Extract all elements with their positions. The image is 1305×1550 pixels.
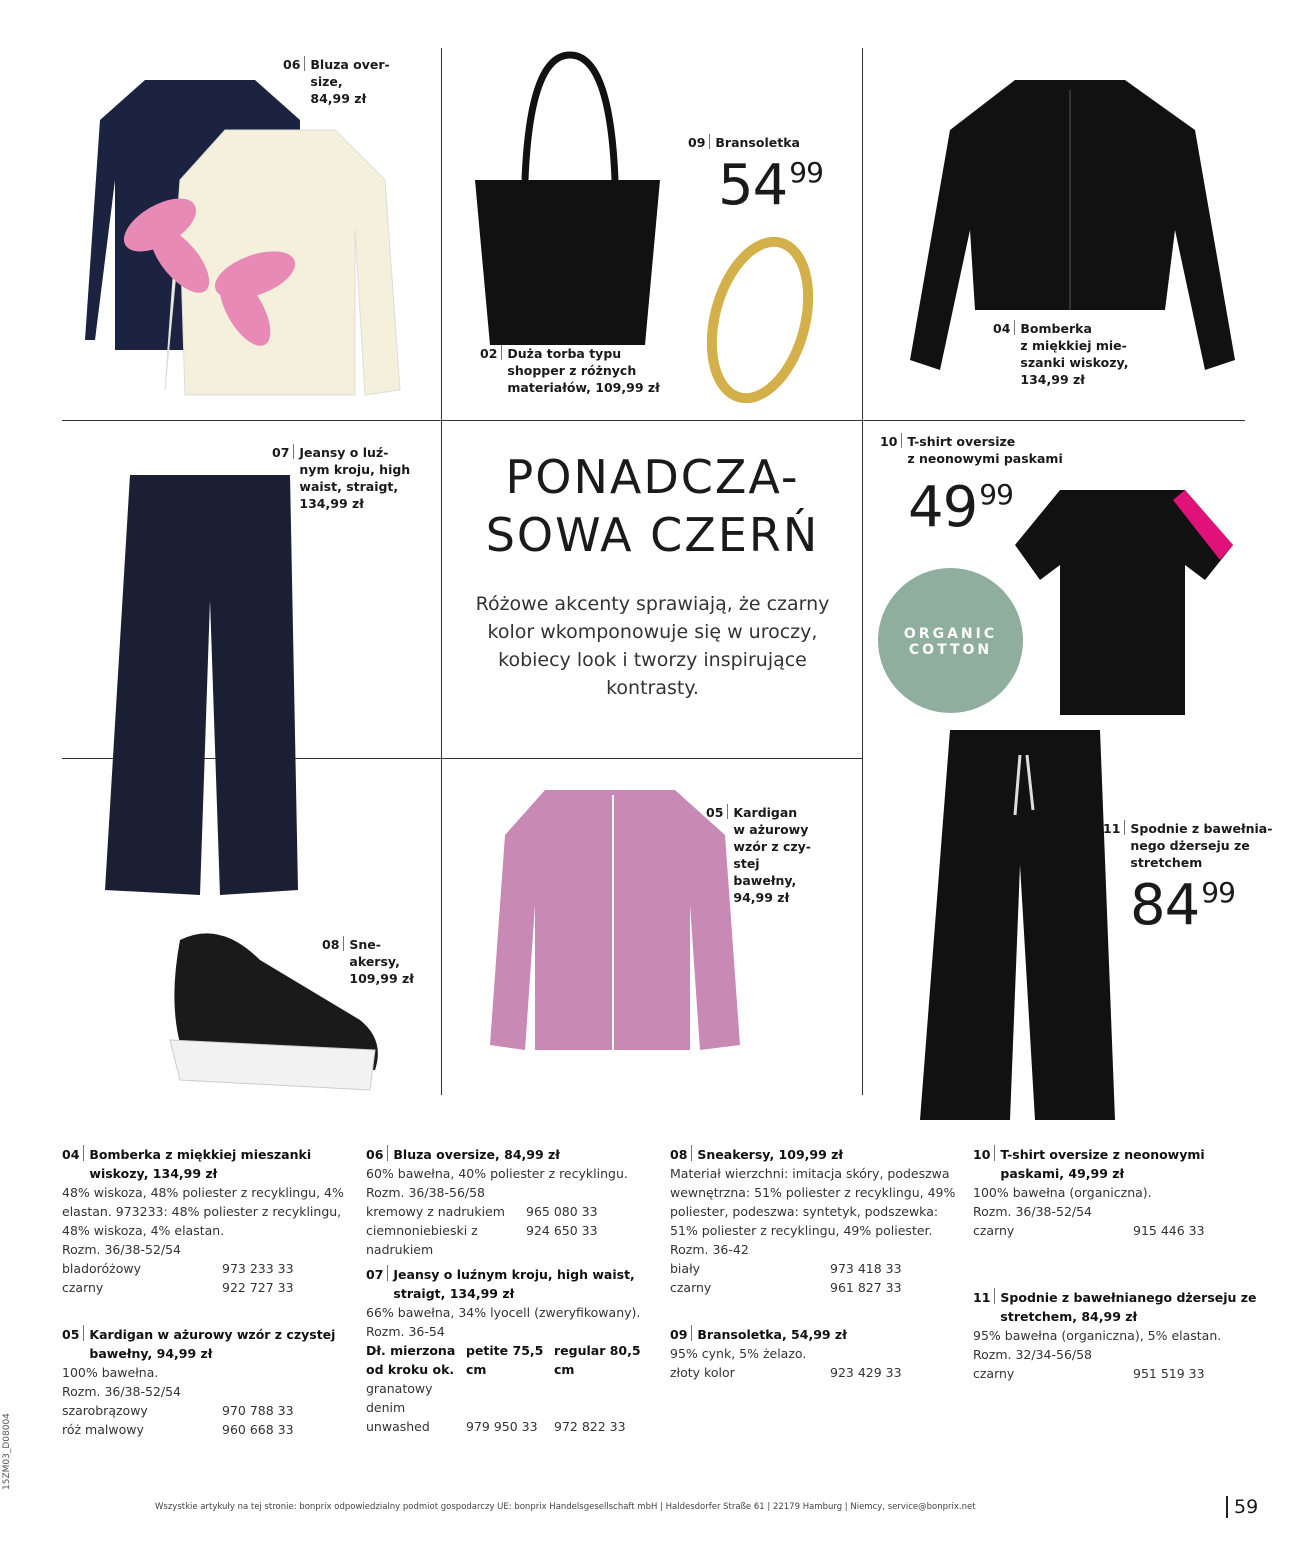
detail-title: Bomberka z miękkiej mieszanki wiskozy, 134,99 zł — [89, 1147, 312, 1181]
detail-title: T-shirt oversize z neonowymi paskami, 49,99 zł — [1000, 1147, 1205, 1181]
label-09 — [688, 134, 800, 151]
detail-title: Jeansy o luźnym kroju, high waist, straigt, 134,99 zł — [393, 1267, 635, 1301]
price-10 — [908, 475, 1013, 540]
detail-09 — [670, 1325, 960, 1382]
divider — [62, 420, 1245, 421]
detail-size: Rozm. 32/34-56/58 — [973, 1347, 1093, 1362]
detail-size: Rozm. 36/38-52/54 — [62, 1384, 182, 1399]
variant-code: 973 418 33 — [830, 1261, 902, 1276]
detail-11 — [973, 1288, 1263, 1383]
price-dec: 99 — [1201, 876, 1235, 909]
variant-color: czarny — [973, 1223, 1015, 1238]
variant-code: 915 446 33 — [1133, 1223, 1205, 1238]
tshirt-image — [1015, 485, 1235, 720]
variant-color: biały — [670, 1261, 701, 1276]
jeans-image — [100, 470, 310, 900]
detail-title: Bluza oversize, 84,99 zł — [393, 1147, 560, 1162]
variant-code: 960 668 33 — [222, 1422, 294, 1437]
footer-legal: Wszystkie artykuły na tej stronie: bonprix odpowiedzialny podmiot gospodarczy UE: bonprix Handelsgesellschaft mbH | Haldesdorfer Straße 61 | 22179 Hamburg | Niemcy, service@bonprix.net — [155, 1502, 976, 1512]
detail-desc: 48% wiskoza, 48% poliester z recyklingu, 4% elastan. 973233: 48% poliester z recyklingu, 48% wiskoza, 4% elastan. — [62, 1185, 344, 1238]
divider — [862, 48, 863, 1095]
divider — [441, 48, 442, 1095]
variant-code: 972 822 33 — [554, 1419, 626, 1434]
page-number: 59 — [1226, 1496, 1258, 1518]
petite-length: petite 75,5 cm — [466, 1343, 544, 1377]
item-number: 11 — [973, 1288, 995, 1304]
variant-color: czarny — [973, 1366, 1015, 1381]
variant-color: róż malwowy — [62, 1422, 144, 1437]
detail-desc: 60% bawełna, 40% poliester z recyklingu. — [366, 1166, 628, 1181]
detail-desc: Materiał wierzchni: imitacja skóry, podeszwa wewnętrzna: 51% poliester z recyklingu, 49% poliester, podeszwa: syntetyk, podszewka: 51% poliester z recyklingu, 49% poliester. — [670, 1166, 956, 1238]
item-text: Kardigan w ażurowy wzór z czy- stej bawełny, 94,99 zł — [733, 805, 811, 905]
detail-size: Rozm. 36/38-52/54 — [62, 1242, 182, 1257]
item-number: 09 — [670, 1325, 692, 1341]
label-04 — [993, 320, 1128, 388]
side-code: 15ZM03_D08004 — [2, 1413, 12, 1490]
item-text: Bomberka z miękkiej mie- szanki wiskozy, 134,99 zł — [1020, 321, 1129, 387]
detail-desc: 95% bawełna (organiczna), 5% elastan. — [973, 1328, 1222, 1343]
detail-desc: 95% cynk, 5% żelazo. — [670, 1346, 807, 1361]
item-number: 09 — [688, 134, 710, 149]
variant-code: 970 788 33 — [222, 1403, 294, 1418]
price-int: 84 — [1130, 873, 1200, 938]
variant-color: granatowy denim unwashed — [366, 1381, 433, 1434]
item-text: Duża torba typu shopper z różnych materiałów, 109,99 zł — [507, 346, 660, 395]
detail-size: Rozm. 36/38-56/58 — [366, 1185, 486, 1200]
detail-size: Rozm. 36-42 — [670, 1242, 749, 1257]
label-06 — [283, 56, 390, 107]
variant-color: złoty kolor — [670, 1365, 735, 1380]
variant-color: bladoróżowy — [62, 1261, 141, 1276]
item-text: Sne- akersy, 109,99 zł — [349, 937, 414, 986]
variant-color: szarobrązowy — [62, 1403, 148, 1418]
label-08 — [322, 936, 414, 987]
price-11 — [1130, 873, 1235, 938]
price-dec: 99 — [979, 478, 1013, 511]
detail-size: Rozm. 36-54 — [366, 1324, 445, 1339]
sweatshirts-image — [85, 60, 405, 415]
item-number: 05 — [62, 1325, 84, 1341]
item-number: 11 — [1103, 820, 1125, 835]
item-number: 10 — [880, 433, 902, 448]
detail-08 — [670, 1145, 960, 1297]
variant-code: 922 727 33 — [222, 1280, 294, 1295]
item-number: 04 — [62, 1145, 84, 1161]
details-column-2 — [366, 1145, 656, 1458]
detail-05 — [62, 1325, 352, 1439]
label-02 — [480, 345, 660, 396]
variant-code: 973 233 33 — [222, 1261, 294, 1276]
item-text: Jeansy o luź- nym kroju, high waist, straigt, 134,99 zł — [299, 445, 411, 511]
label-10 — [880, 433, 1063, 467]
item-text: Spodnie z bawełnia- nego dżerseju ze stretchem — [1130, 821, 1273, 870]
variant-code: 979 950 33 — [466, 1419, 538, 1434]
item-number: 10 — [973, 1145, 995, 1161]
organic-cotton-badge: ORGANIC COTTON — [878, 568, 1023, 713]
item-number: 08 — [322, 936, 344, 951]
price-09 — [718, 153, 823, 218]
price-int: 49 — [908, 475, 978, 540]
intro-text: Różowe akcenty sprawiają, że czarny kolor wkomponowuje się w uroczy, kobiecy look i tworzy inspirujące kontrasty. — [475, 593, 830, 699]
variant-code: 965 080 33 — [526, 1204, 598, 1219]
detail-04 — [62, 1145, 352, 1297]
headline: PONADCZA- SOWA CZERŃ — [485, 450, 820, 562]
detail-desc: 100% bawełna (organiczna). — [973, 1185, 1152, 1200]
detail-size: Rozm. 36/38-52/54 — [973, 1204, 1093, 1219]
variant-color: czarny — [62, 1280, 104, 1295]
item-number: 06 — [283, 56, 305, 71]
item-text: T-shirt oversize z neonowymi paskami — [907, 434, 1063, 466]
price-int: 54 — [718, 153, 788, 218]
item-number: 07 — [366, 1265, 388, 1281]
regular-length: regular 80,5 cm — [554, 1343, 641, 1377]
item-number: 02 — [480, 345, 502, 360]
item-number: 06 — [366, 1145, 388, 1161]
item-number: 04 — [993, 320, 1015, 335]
details-column-3 — [670, 1145, 960, 1404]
label-07 — [272, 444, 410, 512]
item-number: 05 — [706, 804, 728, 819]
jersey-pants-image — [915, 725, 1125, 1125]
variant-color: kremowy z nadrukiem — [366, 1204, 505, 1219]
detail-desc: 100% bawełna. — [62, 1365, 159, 1380]
details-column-1 — [62, 1145, 352, 1461]
price-dec: 99 — [789, 156, 823, 189]
detail-06 — [366, 1145, 656, 1259]
detail-title: Sneakersy, 109,99 zł — [697, 1147, 844, 1162]
detail-title: Kardigan w ażurowy wzór z czystej bawełny, 94,99 zł — [89, 1327, 336, 1361]
item-text: Bransoletka — [715, 135, 800, 150]
variant-code: 951 519 33 — [1133, 1366, 1205, 1381]
label-11 — [1103, 820, 1272, 871]
variant-color: ciemnoniebieski z nadrukiem — [366, 1223, 478, 1257]
variant-code: 924 650 33 — [526, 1223, 598, 1238]
details-column-4 — [973, 1145, 1263, 1405]
variant-code: 961 827 33 — [830, 1280, 902, 1295]
detail-desc: 66% bawełna, 34% lyocell (zweryfikowany). — [366, 1305, 641, 1320]
item-number: 07 — [272, 444, 294, 459]
item-number: 08 — [670, 1145, 692, 1161]
length-table — [366, 1341, 656, 1436]
variant-code: 923 429 33 — [830, 1365, 902, 1380]
detail-title: Bransoletka, 54,99 zł — [697, 1327, 847, 1342]
detail-title: Spodnie z bawełnianego dżerseju ze stretchem, 84,99 zł — [1000, 1290, 1257, 1324]
detail-10 — [973, 1145, 1263, 1240]
length-label: Dł. mierzona od kroku ok. — [366, 1343, 456, 1377]
variant-color: czarny — [670, 1280, 712, 1295]
detail-07 — [366, 1265, 656, 1436]
item-text: Bluza over- size, 84,99 zł — [310, 57, 390, 106]
label-05 — [706, 804, 811, 906]
